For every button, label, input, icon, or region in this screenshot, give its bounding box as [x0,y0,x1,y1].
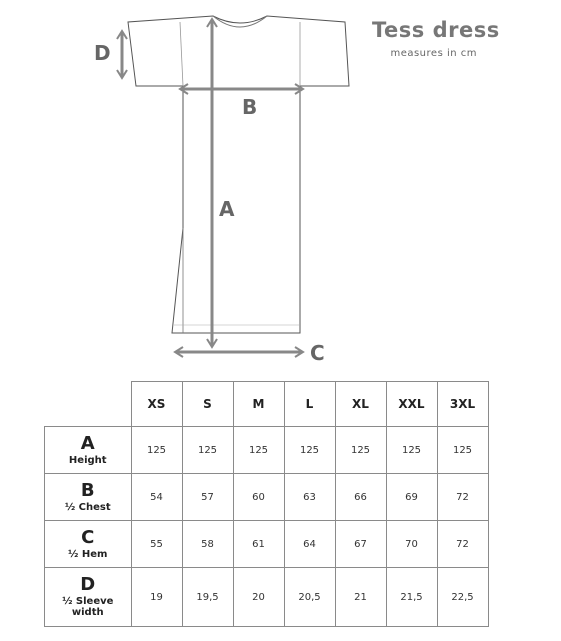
size-header: M [233,382,284,427]
letter-a: A [219,197,235,221]
row-header [45,521,132,568]
table-cell: 21 [335,568,386,627]
size-header: XS [131,382,182,427]
size-header: S [182,382,233,427]
table-cell: 20 [233,568,284,627]
table-cell: 66 [335,474,386,521]
table-cell: 67 [335,521,386,568]
row-header [45,427,132,474]
row-letter: C [81,526,95,548]
row-label: Height [68,454,107,466]
table-cell: 55 [131,521,182,568]
table-cell: 125 [182,427,233,474]
letter-d: D [94,41,111,65]
row-letter: A [80,432,95,454]
table-cell: 125 [335,427,386,474]
size-header: 3XL [437,382,488,427]
dress-outline [128,16,349,333]
row-letter: D [80,574,96,596]
table-cell: 21,5 [386,568,437,627]
table-row [45,568,489,627]
letter-b: B [242,95,258,119]
table-row [45,521,489,568]
table-cell: 125 [233,427,284,474]
table-cell: 19,5 [182,568,233,627]
table-cell: 58 [182,521,233,568]
table-row [45,474,489,521]
chart-title: Tess dress [372,18,500,42]
table-cell: 20,5 [284,568,335,627]
table-cell: 69 [386,474,437,521]
table-cell: 22,5 [437,568,488,627]
table-cell: 125 [437,427,488,474]
table-corner [45,382,132,427]
size-header-row [45,382,489,427]
row-letter: B [80,479,95,501]
table-cell: 125 [386,427,437,474]
table-cell: 72 [437,521,488,568]
size-header: L [284,382,335,427]
table-cell: 54 [131,474,182,521]
row-label: ½ Chest [64,501,111,513]
row-label: ½ Sleeve width [62,595,114,619]
table-cell: 19 [131,568,182,627]
table-cell: 72 [437,474,488,521]
size-header: XXL [386,382,437,427]
letter-c: C [310,341,325,365]
table-cell: 61 [233,521,284,568]
size-table [44,381,489,627]
table-cell: 64 [284,521,335,568]
row-header [45,568,132,627]
table-cell: 60 [233,474,284,521]
chart-subtitle: measures in cm [390,48,477,59]
table-row [45,427,489,474]
size-header: XL [335,382,386,427]
table-cell: 70 [386,521,437,568]
table-cell: 125 [131,427,182,474]
table-cell: 57 [182,474,233,521]
table-cell: 63 [284,474,335,521]
row-label: ½ Hem [68,548,108,560]
table-cell: 125 [284,427,335,474]
row-header [45,474,132,521]
